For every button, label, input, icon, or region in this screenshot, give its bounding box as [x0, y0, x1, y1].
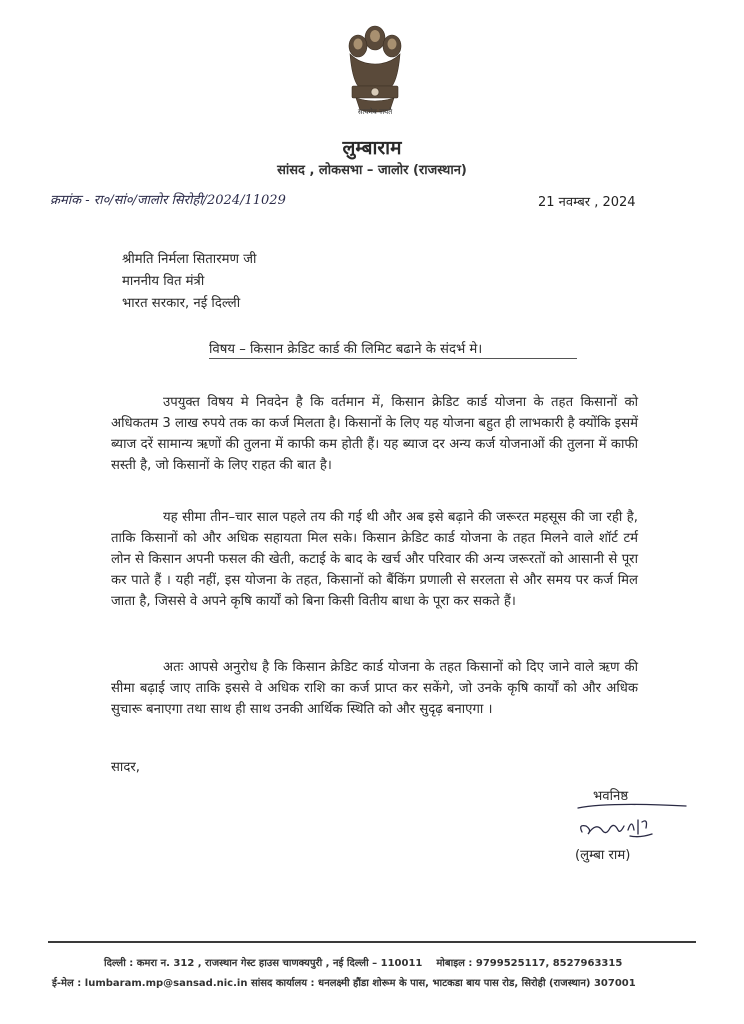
- recipient-title: माननीय वित मंत्री: [122, 274, 205, 289]
- email-address: lumbaram.mp@sansad.nic.in: [84, 978, 248, 989]
- footer-divider: [48, 941, 696, 943]
- signer-name: (लुम्बा राम): [575, 848, 631, 863]
- reference-number: क्रमांक - रा०/सां०/जालोर सिरोही/2024/11029: [50, 193, 286, 208]
- footer-office-address: [52, 975, 636, 989]
- closing-regards: भवनिष्ठ: [593, 789, 629, 804]
- letter-date: 21 नवम्बर , 2024: [538, 195, 636, 210]
- recipient-address: [122, 249, 256, 315]
- office-address: धनलक्ष्मी हौंडा शोरूम के पास, भाटकडा बाय पास रोड, सिरोही (राजस्थान) 307001: [318, 978, 636, 989]
- mobile-numbers: 9799525117, 8527963315: [475, 958, 623, 969]
- office-label: सांसद कार्यालय :: [250, 978, 315, 989]
- sender-designation: सांसद , लोकसभा – जालोर (राजस्थान): [277, 163, 467, 178]
- emblem-motto: सत्यमेव जयते: [357, 108, 393, 116]
- salutation: सादर,: [111, 760, 140, 775]
- sender-name: लुम्बाराम: [342, 137, 402, 159]
- subject-underline: [209, 358, 577, 359]
- delhi-address: कमरा न. 312 , राजस्थान गेस्ट हाउस चाणक्यपुरी , नई दिल्ली – 110011: [136, 958, 423, 969]
- body-paragraph-1: उपयुक्त विषय मे निवदेन है कि वर्तमान में, किसान क्रेडिट कार्ड योजना के तहत किसानों को अधिकतम 3 लाख रुपये तक का कर्ज मिलता है। किसानों के लिए यह योजना बहुत ही लाभकारी है क्योंकि इसमें ब्याज दरें सामान्य ऋणों की तुलना में काफी कम होती हैं। यह ब्याज दर अन्य कर्ज योजनाओं की तुलना में काफी सस्ती है, जो किसानों के लिए राहत की बात है।: [111, 395, 638, 473]
- subject-line: विषय – किसान क्रेडिट कार्ड की लिमिट बढाने के संदर्भ मे।: [209, 342, 483, 357]
- body-paragraph-3: अतः आपसे अनुरोध है कि किसान क्रेडिट कार्ड योजना के तहत किसानों को दिए जाने वाले ऋण की सीमा बढ़ाई जाए ताकि इससे वे अधिक राशि का कर्ज प्राप्त कर सकेंगे, जो उनके कृषि कार्यों को और अधिक सुचारू बनाएगा तथा साथ ही साथ उनकी आर्थिक स्थिति को और सुदृढ़ बनाएगा ।: [111, 660, 638, 717]
- footer-delhi-address: [104, 955, 622, 969]
- body-paragraph-2: यह सीमा तीन–चार साल पहले तय की गई थी और अब इसे बढ़ाने की जरूरत महसूस की जा रही है, ताकि किसानों को और अधिक सहायता मिल सके। किसान क्रेडिट कार्ड योजना के तहत मिलने वाले शॉर्ट टर्म लोन से किसान अपनी फसल की खेती, कटाई के बाद के खर्च और परिवार की अन्य जरूरतों को आसानी से पूरा कर पाते हैं । यही नहीं, इस योजना के तहत, किसानों को बैंकिंग प्रणाली से सरलता से और समय पर कर्ज मिल जाता है, जिससे वे अपने कृषि कार्यों को बिना किसी वितीय बाधा के पूरा कर सकते हैं।: [111, 510, 638, 609]
- lion-capital-icon: [340, 18, 410, 122]
- email-label: ई-मेल :: [52, 978, 82, 989]
- national-emblem: [340, 18, 410, 136]
- signature-icon: [568, 800, 690, 846]
- recipient-name: श्रीमति निर्मला सितारमण जी: [122, 252, 257, 267]
- delhi-label: दिल्ली :: [104, 958, 134, 969]
- handwritten-signature: [568, 800, 690, 846]
- mobile-label: मोबाइल :: [436, 958, 473, 969]
- recipient-office: भारत सरकार, नई दिल्ली: [122, 296, 241, 311]
